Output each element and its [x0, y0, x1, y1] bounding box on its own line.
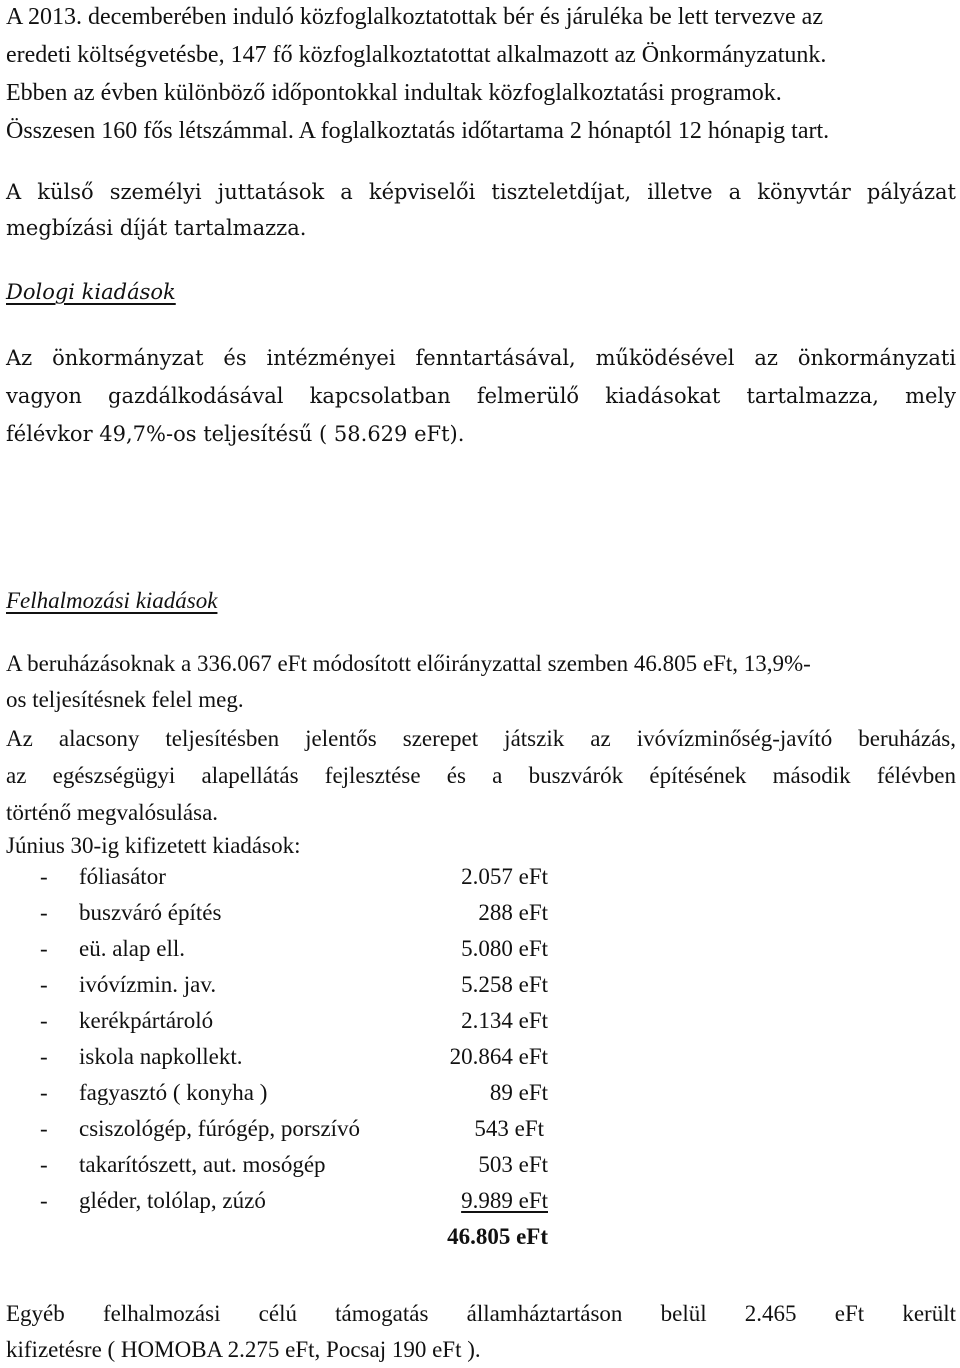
list-item-label: gléder, tolólap, zúzó — [79, 1188, 266, 1213]
list-dash: - — [40, 1008, 48, 1033]
list-item-amount: 2.057 eFt — [461, 864, 548, 889]
list-item-label: buszváró építés — [79, 900, 222, 925]
other-capital-support-line-2: kifizetésre ( HOMOBA 2.275 eFt, Pocsaj 190 eFt ). — [6, 1337, 481, 1362]
capital-expenses-section — [6, 588, 956, 614]
list-item-label: iskola napkollekt. — [79, 1044, 243, 1069]
list-item-label: takarítószett, aut. mosógép — [79, 1152, 326, 1177]
list-item-amount: 2.134 eFt — [461, 1008, 548, 1033]
list-item — [6, 1188, 566, 1224]
list-item-amount: 89 eFt — [489, 1080, 548, 1105]
expense-total-row — [6, 1224, 566, 1260]
list-item-amount: 5.080 eFt — [461, 936, 548, 961]
capital-expenses-p1-line-1: A beruházásoknak a 336.067 eFt módosított előirányzattal szemben 46.805 eFt, 13,9%- — [6, 651, 811, 676]
list-item-label: fagyasztó ( konyha ) — [79, 1080, 268, 1105]
capital-expenses-paragraph-2 — [6, 720, 956, 831]
list-item — [6, 1008, 566, 1044]
list-item-label: csiszológép, fúrógép, porszívó — [79, 1116, 361, 1141]
list-item-amount: 5.258 eFt — [461, 972, 548, 997]
material-expenses-line-1: Az önkormányzat és intézményei fenntartásával, működésével az önkormányzati — [6, 346, 956, 370]
list-item — [6, 864, 566, 900]
list-item — [6, 1044, 566, 1080]
list-item-label: fóliasátor — [79, 864, 166, 889]
list-item-label: ivóvízmin. jav. — [79, 972, 217, 997]
list-item-label: kerékpártároló — [79, 1008, 214, 1033]
capital-expenses-p1-line-2: os teljesítésnek felel meg. — [6, 687, 244, 712]
list-item — [6, 1080, 566, 1116]
material-expenses-heading: Dologi kiadások — [6, 280, 176, 304]
material-expenses-line-2: vagyon gazdálkodásával kapcsolatban felmerülő kiadásokat tartalmazza, mely — [6, 384, 956, 408]
other-capital-support-line-1: Egyéb felhalmozási célú támogatás államháztartáson belül 2.465 eFt került — [6, 1301, 956, 1326]
intro-line-3: Ebben az évben különböző időpontokkal indultak közfoglalkoztatási programok. — [6, 80, 782, 106]
capital-expenses-p2-line-2: az egészségügyi alapellátás fejlesztése és a buszvárók építésének második félévben — [6, 763, 956, 788]
external-benefits-line-1: A külső személyi juttatások a képviselői tiszteletdíjat, illetve a könyvtár pályázat — [6, 180, 956, 204]
intro-line-1: A 2013. decemberében induló közfoglalkoztatottak bér és járuléka be lett tervezve az — [6, 4, 823, 30]
other-capital-support-paragraph — [6, 1296, 956, 1368]
intro-line-4: Összesen 160 fős létszámmal. A foglalkoztatás időtartama 2 hónaptól 12 hónapig tart. — [6, 118, 830, 144]
list-dash: - — [40, 972, 48, 997]
external-benefits-paragraph — [6, 174, 956, 246]
expense-list — [6, 864, 566, 1260]
capital-expenses-paragraph-1 — [6, 646, 956, 718]
intro-line-2: eredeti költségvetésbe, 147 fő közfoglalkoztatottat alkalmazott az Önkormányzatunk. — [6, 42, 827, 68]
list-item — [6, 1116, 566, 1152]
list-item-amount: 288 eFt — [478, 900, 548, 925]
list-item — [6, 1152, 566, 1188]
list-dash: - — [40, 1080, 48, 1105]
list-item-amount: 9.989 eFt — [461, 1188, 548, 1213]
list-item-amount: 503 eFt — [478, 1152, 548, 1177]
capital-expenses-p2-line-1: Az alacsony teljesítésben jelentős szerepet játszik az ivóvízminőség-javító beruházás, — [6, 726, 956, 751]
list-dash: - — [40, 864, 48, 889]
list-item — [6, 936, 566, 972]
capital-expenses-heading: Felhalmozási kiadások — [6, 588, 218, 613]
expense-list-intro — [6, 828, 956, 864]
list-item — [6, 972, 566, 1008]
list-dash: - — [40, 900, 48, 925]
expense-total: 46.805 eFt — [447, 1224, 548, 1249]
list-item — [6, 900, 566, 936]
list-dash: - — [40, 1044, 48, 1069]
intro-paragraph — [6, 0, 956, 150]
list-dash: - — [40, 1116, 48, 1141]
material-expenses-line-3: félévkor 49,7%-os teljesítésű ( 58.629 eFt). — [6, 422, 465, 446]
material-expenses-paragraph — [6, 339, 956, 453]
material-expenses-section — [6, 280, 956, 304]
capital-expenses-p2-line-3: történő megvalósulása. — [6, 800, 219, 825]
list-item-amount: 20.864 eFt — [449, 1044, 548, 1069]
list-item-label: eü. alap ell. — [79, 936, 186, 961]
list-dash: - — [40, 936, 48, 961]
expense-list-intro-text: Június 30-ig kifizetett kiadások: — [6, 833, 301, 858]
list-item-amount: 543 eFt — [474, 1116, 544, 1141]
external-benefits-line-2: megbízási díját tartalmazza. — [6, 216, 307, 240]
list-dash: - — [40, 1188, 48, 1213]
list-dash: - — [40, 1152, 48, 1177]
